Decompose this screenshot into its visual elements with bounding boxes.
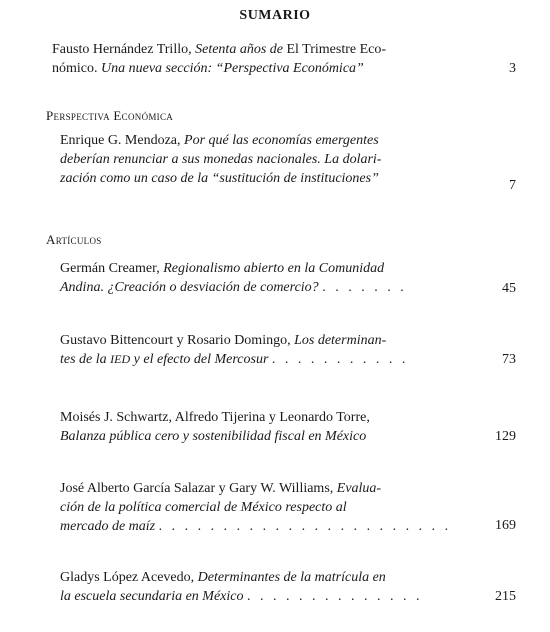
- entry-author: Enrique G. Mendoza,: [60, 133, 181, 148]
- entry-author: Gladys López Acevedo,: [60, 570, 195, 585]
- page-title: SUMARIO: [239, 8, 311, 23]
- entry-author: José Alberto García Salazar y Gary W. Williams,: [60, 481, 334, 496]
- entry-title-part: la escuela secundaria en México: [60, 589, 244, 604]
- toc-entry-line: [52, 59, 464, 78]
- toc-entry-intro: [52, 40, 464, 78]
- entry-title-part: Balanza pública cero y sostenibilidad fiscal en México: [60, 429, 367, 444]
- toc-entry-line: [60, 587, 462, 606]
- entry-author: Fausto Hernández Trillo,: [52, 42, 192, 57]
- toc-entry-schwartz: [60, 408, 462, 446]
- entry-title-part: Una nueva sección: “Perspectiva Económica”: [101, 61, 364, 76]
- toc-entry-line: [60, 131, 462, 150]
- toc-entry-bittencourt: [60, 331, 462, 369]
- entry-title-part: Andina. ¿Creación o desviación de comercio?: [60, 280, 319, 295]
- toc-entry-creamer: [60, 259, 462, 297]
- toc-entry-line: [60, 278, 462, 297]
- leader-dots: . . . . . . . . . . . . . . . . . . . . . . .: [158, 519, 452, 534]
- entry-title-part: deberían renunciar a sus monedas nacionales. La dolari-: [60, 152, 382, 167]
- entry-page-number: 7: [509, 178, 516, 193]
- entry-title-part: y el efecto del Mercosur: [133, 352, 269, 367]
- entry-title-part: Setenta años de: [195, 42, 283, 57]
- section-heading-perspectiva: Perspectiva Económica: [46, 108, 174, 123]
- toc-entry-line: [60, 259, 462, 278]
- entry-page-number: 45: [502, 281, 516, 296]
- toc-entry-line: [60, 350, 462, 369]
- entry-title-part: Evalua-: [336, 481, 382, 496]
- section-heading-articulos: Artículos: [46, 232, 102, 247]
- toc-entry-line: [60, 517, 462, 536]
- entry-page-number: 129: [495, 429, 516, 444]
- leader-dots: . . . . . . .: [322, 280, 407, 295]
- entry-title-part: Regionalismo abierto en la Comunidad: [163, 261, 385, 276]
- entry-title-part: Los determinan-: [294, 333, 387, 348]
- entry-title-part: Por qué las economías emergentes: [184, 133, 379, 148]
- entry-journal-name: El Trimestre Eco-: [286, 42, 387, 57]
- entry-author: Gustavo Bittencourt y Rosario Domingo,: [60, 333, 291, 348]
- entry-page-number: 215: [495, 589, 516, 604]
- toc-entry-line: [60, 479, 462, 498]
- toc-entry-line: [52, 40, 464, 59]
- entry-title-part: zación como un caso de la “sustitución de instituciones”: [60, 171, 379, 186]
- leader-dots: . . . . . . . . . . . . . .: [247, 589, 423, 604]
- entry-author: Germán Creamer,: [60, 261, 160, 276]
- entry-page-number: 169: [495, 518, 516, 533]
- entry-title-part: Determinantes de la matrícula en: [197, 570, 386, 585]
- entry-acronym: IED: [110, 352, 131, 366]
- entry-author: Moisés J. Schwartz, Alfredo Tijerina y Leonardo Torre,: [60, 410, 370, 425]
- entry-page-number: 73: [502, 352, 516, 367]
- entry-title-part: ción de la política comercial de México respecto al: [60, 500, 347, 515]
- entry-title-part: mercado de maíz: [60, 519, 156, 534]
- entry-title-part: tes de la: [60, 352, 107, 367]
- toc-entry-lopez: [60, 568, 462, 606]
- toc-entry-mendoza: [60, 131, 462, 188]
- toc-entry-line: [60, 568, 462, 587]
- leader-dots: . . . . . . . . . . .: [271, 352, 409, 367]
- entry-page-number: 3: [509, 61, 516, 76]
- toc-entry-line: [60, 331, 462, 350]
- entry-journal-name: nómico.: [52, 61, 98, 76]
- toc-entry-garcia: [60, 479, 462, 536]
